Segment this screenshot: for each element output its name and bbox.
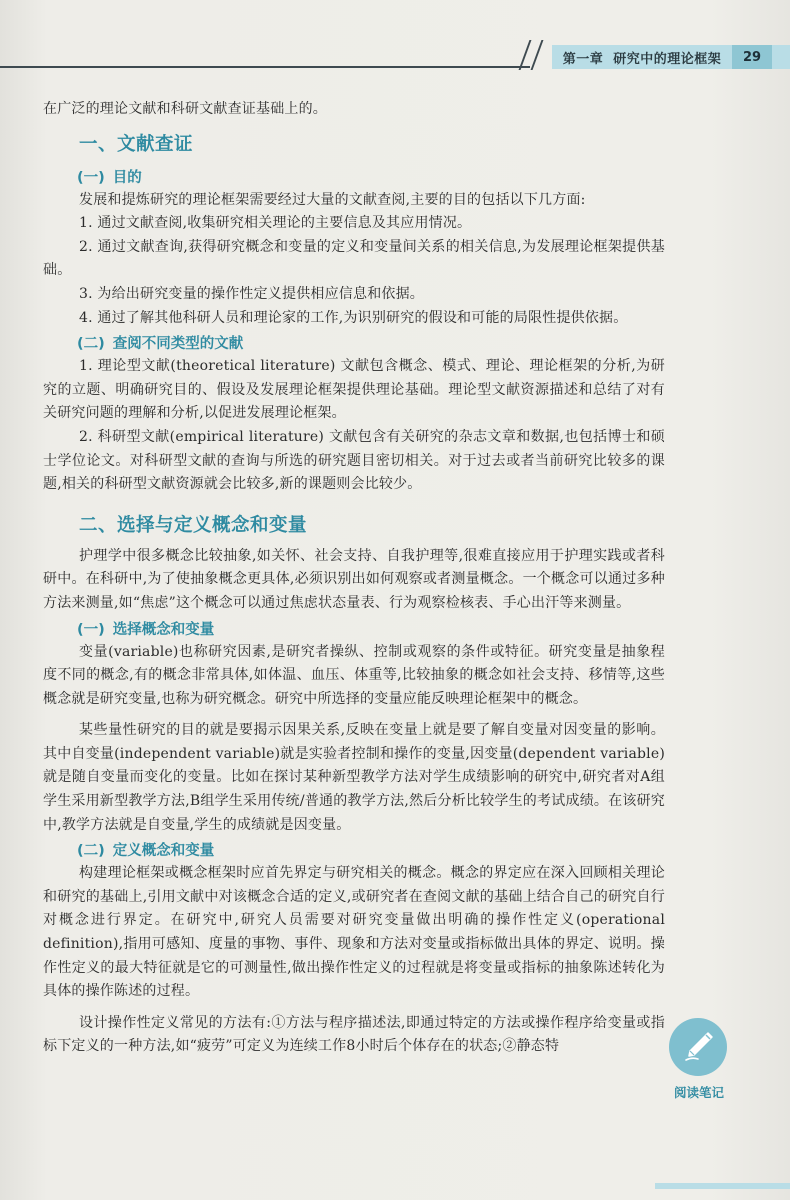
list-item: 1. 理论型文献(theoretical literature) 文献包含概念、模式、理论、理论框架的分析,为研究的立题、明确研究目的、假设及发展理论框架提供理论基础。理论型文献资源描述和总结了对有关研究问题的理解和分析,以促进发展理论框架。 (43, 358, 665, 422)
subsection-number: (一) (77, 621, 105, 638)
page-body (43, 98, 665, 1059)
paragraph: 某些量性研究的目的就是要揭示因果关系,反映在变量上就是要了解自变量对因变量的影响。其中自变量(independent variable)就是实验者控制和操作的变量,因变量(dependent variable)就是随自变量而变化的变量。比如在探讨某种新型教学方法对学生成绩影响的研究中,研究者对A组学生采用新型教学方法,B组学生采用传统/普通的教学方法,然后分析比较学生的考试成绩。在该研究中,教学方法就是自变量,学生的成绩就是因变量。 (43, 722, 665, 833)
pen-nib-svg (678, 1027, 718, 1067)
list-item: 1. 通过文献查阅,收集研究相关理论的主要信息及其应用情况。 (79, 215, 472, 232)
paragraph: 变量(variable)也称研究因素,是研究者操纵、控制或观察的条件或特征。研究变量是抽象程度不同的概念,有的概念非常具体,如体温、血压、体重等,比较抽象的概念如社会支持、移情等,这些概念就是研究变量,也称为研究概念。研究中所选择的变量应能反映理论框架中的概念。 (43, 643, 665, 707)
list-item: 2. 科研型文献(empirical literature) 文献包含有关研究的杂志文章和数据,也包括博士和硕士学位论文。对科研型文献的查询与所选的研究题目密切相关。对于过去或者当前研究比较多的课题,相关的科研型文献资源就会比较多,新的课题则会比较少。 (43, 428, 665, 493)
subsection-heading-1-2 (43, 332, 665, 353)
subsection-number: (二) (77, 336, 105, 353)
section-heading-1: 一、文献查证 (79, 133, 194, 155)
subsection-number: (一) (77, 169, 105, 186)
bottom-decor-strip (655, 1183, 790, 1189)
reading-notes-label: 阅读笔记 (673, 1085, 724, 1100)
subsection-title: 定义概念和变量 (112, 843, 215, 860)
header-tail (772, 45, 790, 69)
list-item: 3. 为给出研究变量的操作性定义提供相应信息和依据。 (79, 285, 425, 302)
subsection-heading-2-1 (43, 618, 665, 639)
subsection-title: 目的 (112, 169, 142, 186)
page-number: 29 (732, 45, 772, 69)
paragraph: 发展和提炼研究的理论框架需要经过大量的文献查阅,主要的目的包括以下几方面: (79, 191, 586, 208)
subsection-title: 选择概念和变量 (112, 621, 215, 638)
subsection-title: 查阅不同类型的文献 (112, 336, 244, 353)
list-item: 4. 通过了解其他科研人员和理论家的工作,为识别研究的假设和可能的局限性提供依据。 (79, 309, 628, 326)
paragraph: 护理学中很多概念比较抽象,如关怀、社会支持、自我护理等,很难直接应用于护理实践或者科研中。在科研中,为了使抽象概念更具体,必须识别出如何观察或者测量概念。一个概念可以通过多种方法来测量,如“焦虑”这个概念可以通过焦虑状态量表、行为观察检核表、手心出汗等来测量。 (43, 547, 665, 611)
chapter-number: 第一章 (562, 51, 604, 67)
pen-nib-icon (669, 1018, 727, 1076)
subsection-heading-1-1 (43, 166, 665, 187)
subsection-heading-2-2 (43, 839, 665, 860)
running-header (552, 45, 732, 69)
chapter-title: 研究中的理论框架 (613, 51, 722, 67)
paragraph: 设计操作性定义常见的方法有:①方法与程序描述法,即通过特定的方法或操作程序给变量或指标下定义的一种方法,如“疲劳”可定义为连续工作8小时后个体存在的状态;②静态特 (43, 1014, 665, 1055)
section-heading-2: 二、选择与定义概念和变量 (79, 514, 308, 536)
subsection-number: (二) (77, 843, 105, 860)
intro-line: 在广泛的理论文献和科研文献查证基础上的。 (43, 101, 327, 117)
paragraph: 构建理论框架或概念框架时应首先界定与研究相关的概念。概念的界定应在深入回顾相关理论和研究的基础上,引用文献中对该概念合适的定义,或研究者在查阅文献的基础上结合自己的研究自行对概念进行界定。在研究中,研究人员需要对研究变量做出明确的操作性定义(operational definition),指用可感知、度量的事物、事件、现象和方法对变量或指标做出具体的界定、说明。操作性定义的最大特征就是它的可测量性,做出操作性定义的过程就是将变量或指标的抽象陈述转化为具体的操作陈述的过程。 (43, 865, 665, 1000)
header-rule (0, 66, 530, 68)
list-item: 2. 通过文献查询,获得研究概念和变量的定义和变量间关系的相关信息,为发展理论框架提供基础。 (43, 238, 665, 279)
